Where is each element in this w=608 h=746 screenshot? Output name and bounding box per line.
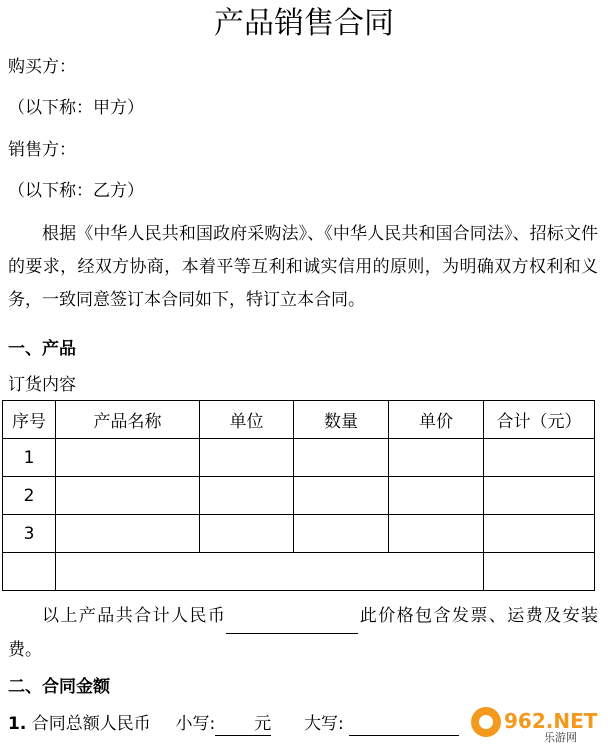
row-unit-price[interactable]: [389, 477, 484, 515]
table-row: [3, 515, 595, 553]
contract-title: 产品销售合同: [214, 6, 394, 41]
row-total[interactable]: [484, 515, 595, 553]
amount-small-field[interactable]: [215, 713, 271, 736]
amount-item-text: 合同总额人民币: [31, 714, 151, 734]
total-amount-blank[interactable]: [226, 600, 358, 634]
watermark-logo: [468, 704, 604, 744]
row-quantity[interactable]: [294, 515, 389, 553]
watermark-subtitle: 乐游网: [544, 731, 577, 744]
row-index: 2: [3, 477, 56, 515]
amount-small-unit: 元: [254, 714, 272, 734]
header-product-name: 产品名称: [56, 401, 200, 439]
amount-large-label: 大写:: [304, 714, 344, 734]
amount-small-label: 小写:: [175, 714, 216, 734]
watermark-brand: 962.NET: [504, 709, 598, 733]
row-product-name[interactable]: [56, 439, 200, 477]
total-text-after: 此价格包含发票、运费及安装费。: [8, 606, 599, 660]
preamble-paragraph: 根据《中华人民共和国政府采购法》、《中华人民共和国合同法》、招标文件的要求，经双方协商，本着平等互利和诚实信用的原则，为明确双方权利和义务，一致同意签订本合同如下，特订立本合同。: [8, 224, 598, 310]
row-unit-price[interactable]: [389, 515, 484, 553]
header-index: 序号: [3, 401, 56, 439]
header-quantity: 数量: [294, 401, 389, 439]
total-text-before: 以上产品共合计人民币: [42, 606, 227, 626]
amount-item: [8, 713, 459, 736]
section-1-heading: 一、产品: [8, 339, 76, 359]
table-header-row: [3, 401, 595, 439]
header-unit: 单位: [200, 401, 294, 439]
row-product-name[interactable]: [56, 515, 200, 553]
buyer-alias: （以下称：甲方）: [8, 98, 144, 118]
table-row: [3, 477, 595, 515]
total-paragraph: [8, 600, 598, 667]
header-total: 合计（元）: [484, 401, 595, 439]
row-total[interactable]: [484, 477, 595, 515]
amount-item-number: 1.: [8, 714, 27, 734]
table-row: [3, 439, 595, 477]
row-unit-price[interactable]: [389, 439, 484, 477]
table-summary-row: [3, 553, 595, 591]
seller-label: 销售方：: [8, 140, 76, 160]
summary-merged-cell[interactable]: [56, 553, 484, 591]
order-table: [2, 400, 595, 591]
amount-large-field[interactable]: [349, 713, 459, 736]
row-product-name[interactable]: [56, 477, 200, 515]
section-2-heading: 二、合同金额: [8, 677, 110, 697]
row-index: 1: [3, 439, 56, 477]
row-unit[interactable]: [200, 439, 294, 477]
summary-blank-cell: [3, 553, 56, 591]
seller-alias: （以下称：乙方）: [8, 181, 144, 201]
row-total[interactable]: [484, 439, 595, 477]
summary-total-cell[interactable]: [484, 553, 595, 591]
order-caption: 订货内容: [8, 375, 76, 395]
row-unit[interactable]: [200, 477, 294, 515]
row-quantity[interactable]: [294, 477, 389, 515]
row-unit[interactable]: [200, 515, 294, 553]
row-index: 3: [3, 515, 56, 553]
header-unit-price: 单价: [389, 401, 484, 439]
row-quantity[interactable]: [294, 439, 389, 477]
buyer-label: 购买方：: [8, 57, 76, 77]
